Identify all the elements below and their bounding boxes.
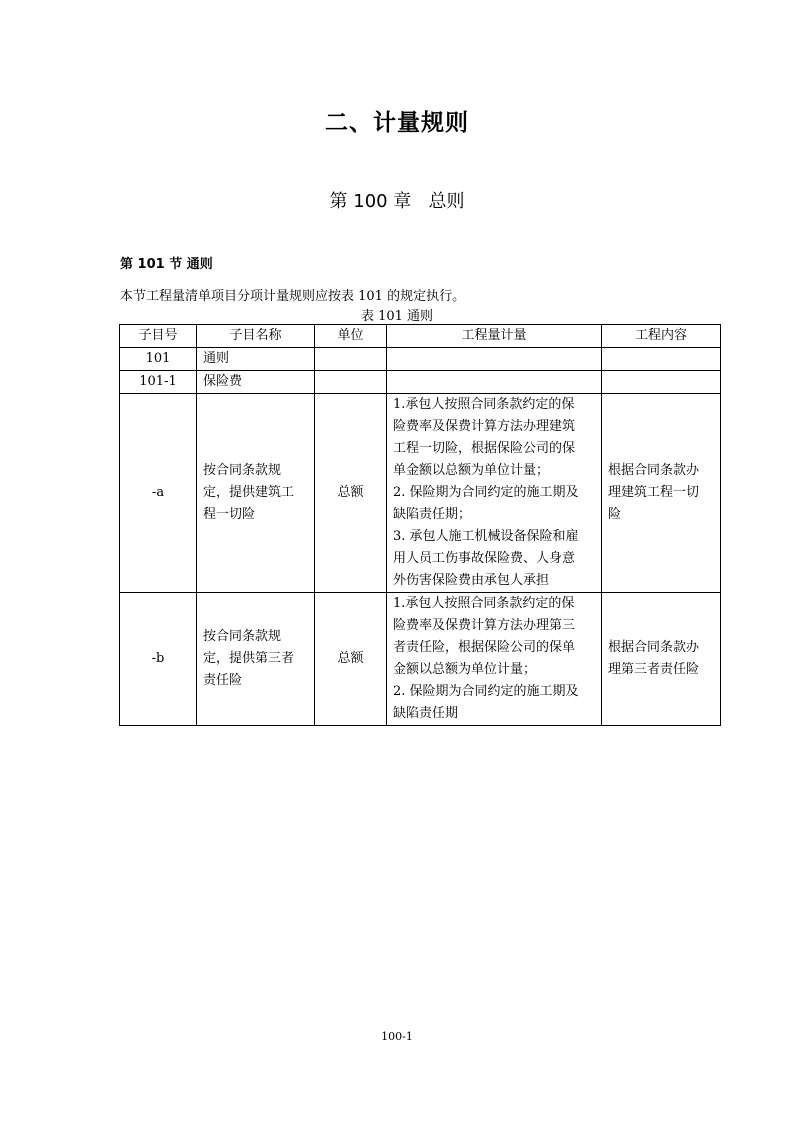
header-measure: 工程量计量 [387,325,602,348]
cell-measure-line: 1.承包人按照合同条款约定的保 [393,397,575,412]
cell-unit [315,371,387,394]
cell-measure-line: 者责任险，根据保险公司的保单 [393,640,576,655]
cell-name-line: 定，提供第三者 [203,651,295,666]
cell-measure-line: 险费率及保费计算方法办理建筑 [393,419,576,434]
cell-code: 101 [120,348,197,371]
cell-unit: 总额 [315,593,387,726]
cell-content [602,394,721,593]
cell-name-line: 定，提供建筑工 [203,485,295,500]
cell-name [197,371,315,394]
cell-unit [315,348,387,371]
cell-measure [387,348,602,371]
cell-measure-line: 险费率及保费计算方法办理第三 [393,618,576,633]
table-header-row [120,325,721,348]
cell-measure [387,593,602,726]
cell-name [197,348,315,371]
table-caption: 表 101 通则 [360,309,434,324]
cell-measure [387,394,602,593]
cell-measure-line: 单金额以总额为单位计量； [393,463,550,478]
cell-name [197,593,315,726]
cell-measure-line: 外伤害保险费由承包人承担 [393,573,550,588]
cell-content-line: 险 [608,507,622,522]
cell-content-line: 理第三者责任险 [608,662,700,677]
cell-measure-line: 2. 保险期为合同约定的施工期及 [393,684,579,699]
cell-measure-line: 工程一切险，根据保险公司的保 [393,441,576,456]
table-row [120,593,721,726]
cell-measure-line: 1.承包人按照合同条款约定的保 [393,596,575,611]
cell-code: -b [120,593,197,726]
cell-name-line: 责任险 [203,673,243,688]
header-name: 子目名称 [197,325,315,348]
cell-code: 101-1 [120,371,197,394]
table-row [120,394,721,593]
cell-content-line: 根据合同条款办 [608,463,700,478]
cell-measure [387,371,602,394]
table-row [120,371,721,394]
header-unit: 单位 [315,325,387,348]
cell-content [602,348,721,371]
cell-content-line: 根据合同条款办 [608,640,700,655]
cell-code: -a [120,394,197,593]
cell-content [602,593,721,726]
cell-measure-line: 用人员工伤事故保险费、人身意 [393,551,576,566]
intro-paragraph: 本节工程量清单项目分项计量规则应按表 101 的规定执行。 [120,289,466,304]
section-heading: 第 101 节 通则 [120,257,213,272]
rules-table [119,324,721,726]
chapter-title: 第 100 章 总则 [329,191,465,212]
header-content: 工程内容 [602,325,721,348]
table-body [120,348,721,726]
cell-measure-line: 缺陷责任期； [393,507,472,522]
cell-name-line: 按合同条款规 [203,629,282,644]
cell-measure-line: 缺陷责任期 [393,706,459,721]
table-row [120,348,721,371]
page-number: 100-1 [381,1030,413,1043]
cell-name-line: 保险费 [203,374,243,389]
cell-content-line: 理建筑工程一切 [608,485,700,500]
cell-measure-line: 金额以总额为单位计量； [393,662,537,677]
cell-content [602,371,721,394]
cell-measure-line: 2. 保险期为合同约定的施工期及 [393,485,579,500]
cell-name-line: 程一切险 [203,507,256,522]
cell-name-line: 通则 [203,351,230,366]
page-title: 二、计量规则 [325,110,469,136]
cell-name-line: 按合同条款规 [203,463,282,478]
cell-name [197,394,315,593]
cell-measure-line: 3. 承包人施工机械设备保险和雇 [393,529,579,544]
header-code: 子目号 [120,325,197,348]
cell-unit: 总额 [315,394,387,593]
